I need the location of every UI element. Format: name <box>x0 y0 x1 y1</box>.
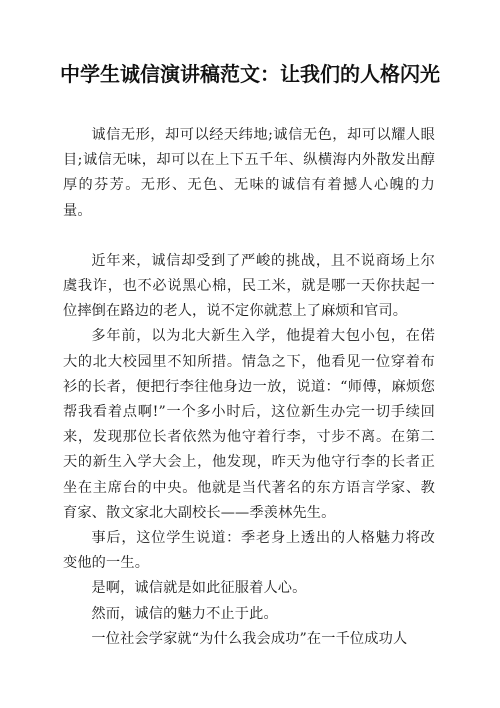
paragraph-4: 事后，这位学生说道：季老身上透出的人格魅力将改变他的一生。 <box>63 530 435 572</box>
paragraph-3: 多年前，以为北大新生入学，他提着大包小包，在偌大的北大校园里不知所措。情急之下，他看见一位穿着布衫的长者，便把行李往他身边一放，说道：“师傅，麻烦您帮我看着点啊!”一个多小时后，这位新生办完一切手续回来，发现那位长者依然为他守着行李，寸步不离。在第二天的新生入学大会上，他发现，昨天为他守行李的长者正坐在主席台的中央。他就是当代著名的东方语言学家、教育家、散文家北大副校长——季羡林先生。 <box>63 328 435 521</box>
paragraph-1: 诚信无形，却可以经天纬地;诚信无色，却可以耀人眼目;诚信无味，却可以在上下五千年、纵横海内外散发出醇厚的芬芳。无形、无色、无味的诚信有着撼人心魄的力量。 <box>63 127 435 219</box>
document-title: 中学生诚信演讲稿范文：让我们的人格闪光 <box>60 62 440 86</box>
document-body <box>63 123 435 652</box>
paragraph-6: 然而，诚信的魅力不止于此。 <box>91 605 278 622</box>
paragraph-5: 是啊，诚信就是如此征服着人心。 <box>91 580 307 597</box>
paragraph-2: 近年来，诚信却受到了严峻的挑战，且不说商场上尔虞我诈，也不必说黑心棉，民工米，就是哪一天你扶起一位摔倒在路边的老人，说不定你就惹上了麻烦和官司。 <box>63 252 435 320</box>
paragraph-7: 一位社会学家就“为什么我会成功”在一千位成功人 <box>91 630 408 647</box>
paragraph-gap <box>63 224 435 249</box>
